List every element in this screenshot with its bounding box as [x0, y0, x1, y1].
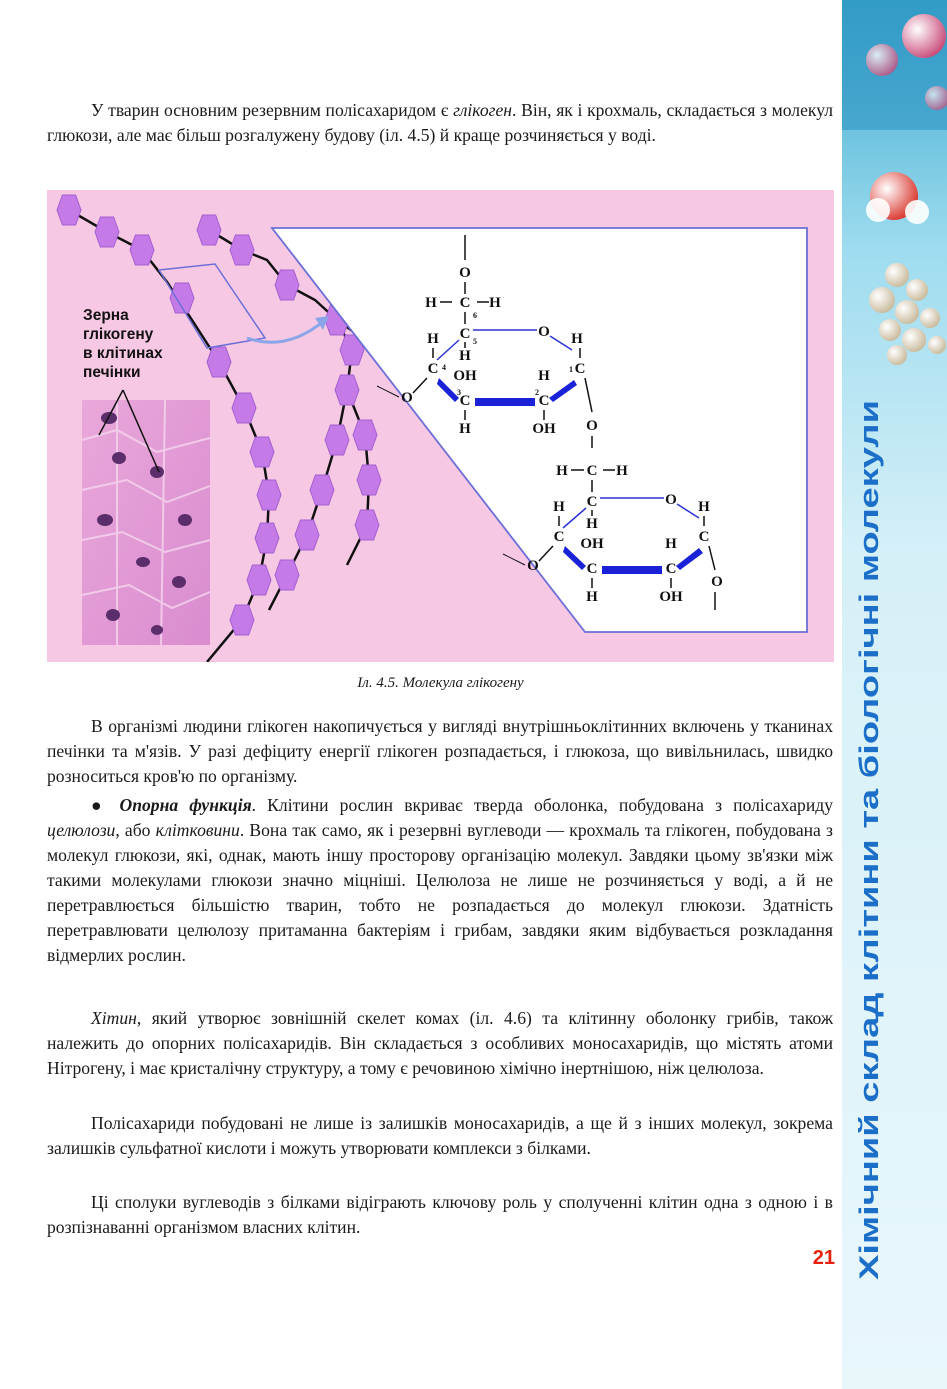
glucose-hexagon [275, 270, 299, 300]
hydrogen-atom: H [425, 295, 437, 311]
oxygen-atom: O [401, 390, 413, 406]
carbon-number: 2 [535, 388, 539, 397]
glucose-hexagon [335, 375, 359, 405]
hydrogen-atom: H [538, 368, 550, 384]
carbon-number: 5 [473, 337, 477, 346]
svg-text:печінки: печінки [83, 364, 141, 381]
carbon-atom: C [574, 361, 586, 377]
molecule-sphere-icon [902, 14, 946, 58]
glucose-hexagon [275, 560, 299, 590]
hydrogen-atom: H [616, 463, 628, 479]
glucose-hexagon [130, 235, 154, 265]
paragraph-chitin: Хітин, який утворює зовнішній скелет комах (іл. 4.6) та клітинну оболонку грибів, також належить до опорних полісахаридів. Він складається з особливих моносахаридів, що містять атоми Нітрогену, і має кристалічну структуру, а тому є речовиною хімічно інертнішою, ніж целюлоза. [47, 1008, 833, 1078]
carbon-atom: C [459, 295, 471, 311]
hydrogen-atom: H [698, 499, 710, 515]
glucose-hexagon [250, 437, 274, 467]
hydrogen-atom: H [459, 348, 471, 364]
glucose-hexagon [232, 393, 256, 423]
carbon-atom: C [427, 361, 439, 377]
hydrogen-atom: H [586, 516, 598, 532]
wedge-bond [602, 566, 662, 574]
term-support-function: Опорна функція [119, 795, 252, 815]
oxygen-atom: O [527, 558, 539, 574]
page-number: 21 [812, 1247, 835, 1269]
glucose-hexagon [357, 465, 381, 495]
hydroxyl-group: OH [580, 536, 604, 552]
glucose-hexagon [57, 195, 81, 225]
hydrogen-atom: H [553, 499, 565, 515]
term-chitin: Хітин [91, 1008, 137, 1028]
chapter-title-vertical [851, 360, 887, 1280]
paragraph-glycogen-intro: У тварин основним резервним полісахаридом є глікоген. Він, як і крохмаль, складається з молекул глюкози, але має більш розгалужену будову (іл. 4.5) й краще розчиняється у воді. [47, 100, 833, 145]
wedge-bond [475, 398, 535, 406]
carbon-number: 4 [442, 363, 446, 372]
svg-text:глікогену: глікогену [83, 326, 154, 343]
carbon-number: 1 [569, 365, 573, 374]
glucose-hexagon [355, 510, 379, 540]
hydroxyl-group: OH [453, 368, 477, 384]
term-glycogen: глікоген [453, 100, 513, 120]
carbon-atom: C [459, 326, 471, 342]
chapter-title-text: Хімічний склад клітини та біологічні молекули [854, 656, 884, 1280]
carbon-atom: C [553, 529, 565, 545]
hydrogen-atom: H [489, 295, 501, 311]
glucose-hexagon [230, 605, 254, 635]
glucose-hexagon [255, 523, 279, 553]
hydroxyl-group: OH [659, 589, 683, 605]
glucose-hexagon [310, 475, 334, 505]
carbon-atom: C [586, 561, 598, 577]
glucose-hexagon [230, 235, 254, 265]
paragraph-polysaccharide-complexes: Полісахариди побудовані не лише із залишків моносахаридів, а ще й з інших молекул, зокрема залишків сульфатної кислоти і можуть утворювати комплекси з білками. [47, 1113, 833, 1158]
svg-text:Зерна: Зерна [83, 307, 129, 324]
carbon-atom: C [665, 561, 677, 577]
glucose-hexagon [247, 565, 271, 595]
svg-text:в клітинах: в клітинах [83, 345, 163, 362]
paragraph-glycogen-storage: В організмі людини глікоген накопичується у вигляді внутрішньоклітинних включень у тканинах печінки та м'язів. У разі дефіциту енергії глікоген розпадається, і глюкоза, що вивільнилась, швидко розноситься кров'ю по організму. [47, 716, 833, 786]
glucose-hexagon [95, 217, 119, 247]
glucose-hexagon [295, 520, 319, 550]
bullet: ● [91, 795, 109, 815]
paragraph-support-function: ● Опорна функція. Клітини рослин вкриває тверда оболонка, побудована з полісахариду целюлози, або клітковини. Вона так само, як і резервні вуглеводи — крохмаль та глікоген, побудована з молекул глюкози, які, однак, мають іншу просторову організацію молекул. Завдяки цьому зв'язки між такими молекулами глюкози значно міцніші. Целюлоза не лише не розчиняється у воді, а й не перетравлюється більшістю тварин, тобто не розпадається до молекул глюкози. Здатність перетравлювати целюлозу притаманна бактеріям і грибам, завдяки яким відбувається розкладання відмерлих рослин. [47, 795, 833, 965]
oxygen-atom: O [586, 418, 598, 434]
term-cellulose: целюлози [47, 820, 116, 840]
carbon-atom: C [459, 393, 471, 409]
glucose-hexagon [257, 480, 281, 510]
glucose-hexagon [197, 215, 221, 245]
glucose-hexagon [207, 347, 231, 377]
hydrogen-atom: H [665, 536, 677, 552]
glycogen-figure [47, 190, 834, 662]
oxygen-atom: O [665, 492, 677, 508]
paragraph-carbohydrate-protein: Ці сполуки вуглеводів з білками відіграють ключову роль у сполученні клітин одна з одною і в розпізнаванні організмом власних клітин. [47, 1192, 833, 1237]
carbon-atom: C [586, 463, 598, 479]
glucose-hexagon [353, 420, 377, 450]
liver-cells-micrograph [82, 390, 210, 645]
hydrogen-atom: H [586, 589, 598, 605]
carbon-number: 3 [457, 388, 461, 397]
oxygen-atom: O [538, 324, 550, 340]
carbon-atom: C [586, 494, 598, 510]
term-fiber: клітковини [155, 820, 240, 840]
carbon-atom: C [538, 393, 550, 409]
hydrogen-atom: H [459, 421, 471, 437]
hydrogen-atom: H [427, 331, 439, 347]
carbon-atom: C [698, 529, 710, 545]
figure-caption: Іл. 4.5. Молекула глікогену [357, 675, 524, 691]
hydrogen-atom: H [571, 331, 583, 347]
oxygen-atom: O [459, 265, 471, 281]
glucose-hexagon [325, 425, 349, 455]
carbon-number: 6 [473, 311, 477, 320]
hydrogen-atom: H [556, 463, 568, 479]
oxygen-atom: O [711, 574, 723, 590]
hydroxyl-group: OH [532, 421, 556, 437]
